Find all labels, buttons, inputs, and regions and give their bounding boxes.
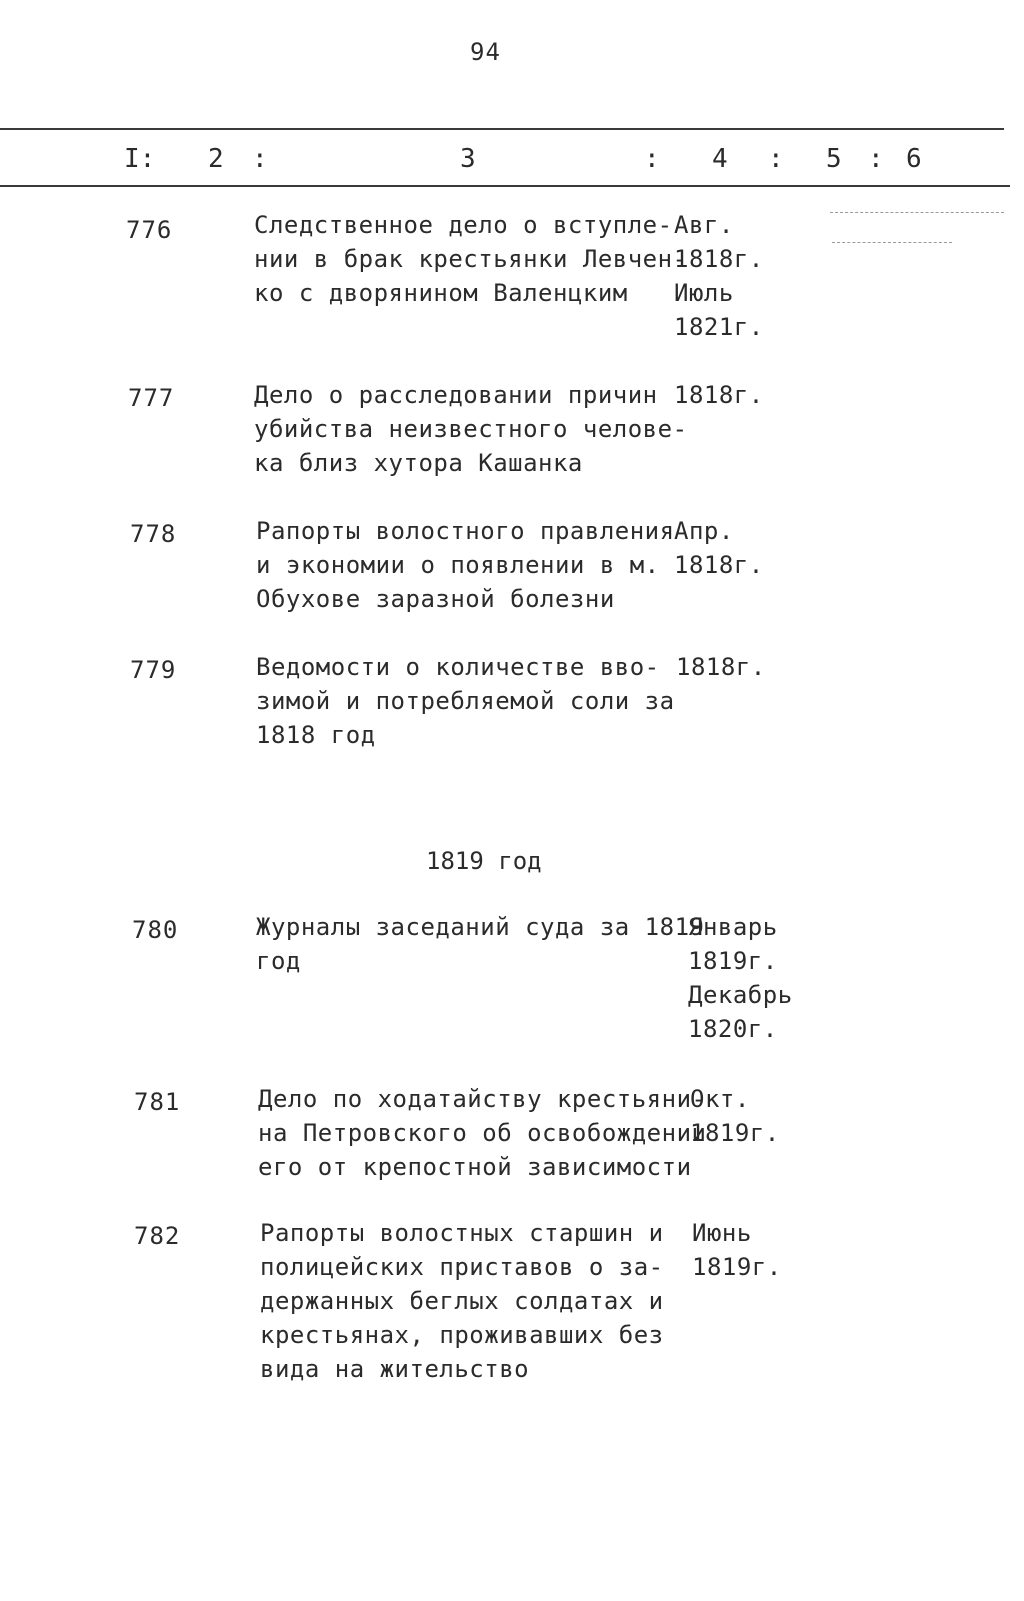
entry-title: Рапорты волостных старшин и полицейских приставов о за- держанных беглых солдатах и крестьянах, проживавших без вида на жительство [260, 1219, 664, 1383]
column-header-1: I: [124, 144, 156, 174]
entry-date: Июнь 1819г. [692, 1219, 782, 1281]
entry-title: Дело о расследовании причин убийства неизвестного челове- ка близ хутора Кашанка [254, 381, 688, 477]
column-header-4: 4 [712, 144, 728, 174]
column-separator: : [868, 144, 884, 174]
entry-number: 776 [126, 216, 173, 244]
entry-title: Дело по ходатайству крестьяни- на Петровского об освобождении его от крепостной зависимости [258, 1085, 707, 1181]
entry-number: 781 [134, 1088, 181, 1116]
page-number: 94 [470, 38, 501, 66]
faint-mark [832, 242, 952, 243]
column-separator: : [252, 144, 268, 174]
entry-title: Рапорты волостного правления и экономии о появлении в м. Обухове заразной болезни [256, 517, 675, 613]
entry-title: Журналы заседаний суда за 1819 год [256, 913, 705, 975]
entry-title: Ведомости о количестве вво- зимой и потребляемой соли за 1818 год [256, 653, 675, 749]
entry-number: 777 [128, 384, 175, 412]
entry-date: 1818г. [674, 381, 764, 409]
faint-mark [830, 212, 1004, 213]
column-header-3: 3 [460, 144, 476, 174]
column-header-6: 6 [906, 144, 922, 174]
header-rule-bottom [0, 185, 1010, 187]
entry-date: Январь 1819г. Декабрь 1820г. [688, 913, 793, 1043]
entry-date: Авг. 1818г. Июль 1821г. [674, 211, 764, 341]
column-separator: : [644, 144, 660, 174]
column-separator: : [768, 144, 784, 174]
column-header-2: 2 [208, 144, 224, 174]
section-title: 1819 год [426, 847, 542, 875]
entry-number: 780 [132, 916, 179, 944]
entry-date: 1818г. [676, 653, 766, 681]
entry-number: 782 [134, 1222, 181, 1250]
entry-date: Апр. 1818г. [674, 517, 764, 579]
column-header-5: 5 [826, 144, 842, 174]
entry-number: 779 [130, 656, 177, 684]
header-rule-top [0, 128, 1004, 130]
entry-date: Окт. 1819г. [690, 1085, 780, 1147]
entry-number: 778 [130, 520, 177, 548]
entry-title: Следственное дело о вступле- нии в брак крестьянки Левчен- ко с дворянином Валенцким [254, 211, 688, 307]
